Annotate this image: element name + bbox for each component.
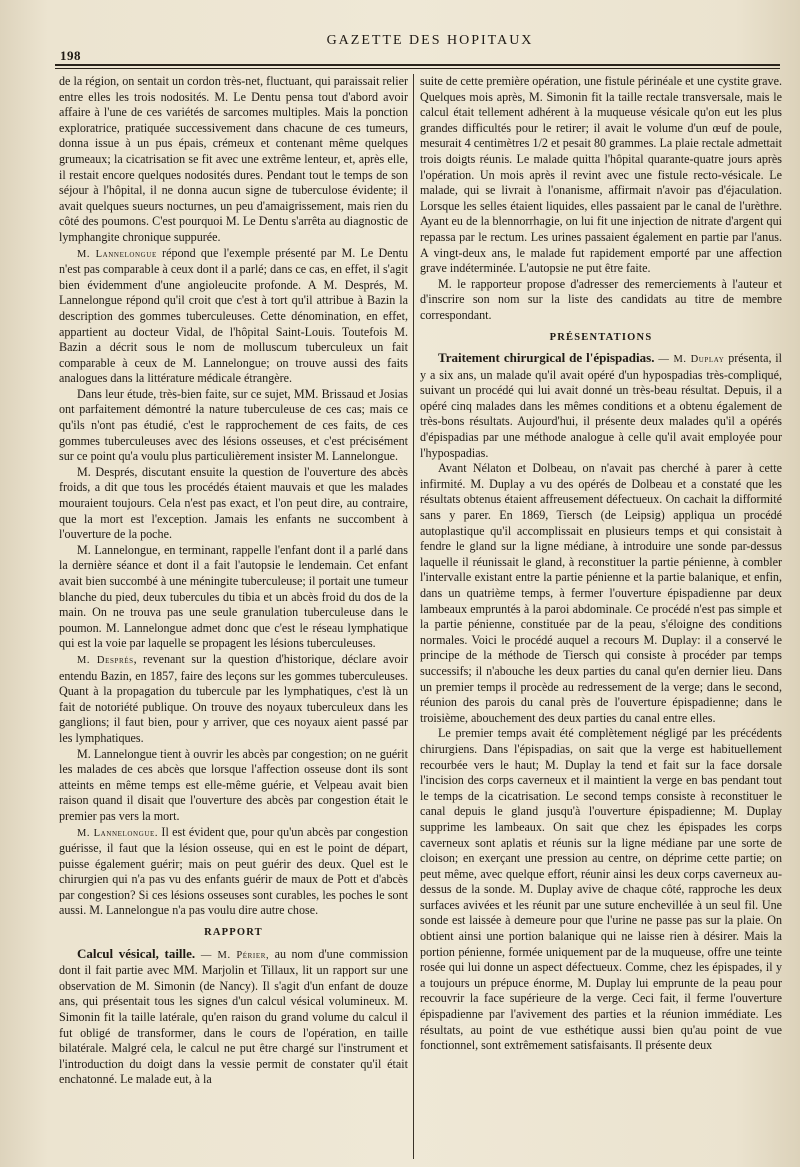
page-number: 198 <box>60 48 81 63</box>
paragraph: M. le rapporteur propose d'adresser des remerciements à l'auteur et d'inscrire son nom sur la liste des candidats au titre de membre correspondant. <box>420 276 782 322</box>
header-rule <box>55 64 780 66</box>
left-column <box>59 74 408 1164</box>
paragraph: suite de cette première opération, une fistule périnéale et une cystite grave. Quelques mois après, M. Simonin fit la taille rectale transversale, mais le calcul était tellement adhérent à la muqueuse vésicale qu'on eut les plus grandes difficultés pour le retirer; il avait le volume d'un œuf de poule, mesurait 4 centimètres 1/2 et pesait 80 grammes. La plaie rectale admettait trois doigts réunis. Le malade quitta l'hôpital quarante-quatre jours après l'opération. Un mois après il revint avec une fistule recto-vésicale. Le malade, qui se livrait à l'onanisme, affirmait n'avoir pas d'éjaculation. Lorsque les selles étaient liquides, elles passaient par le canal de l'urèthre. Ayant eu de la blennorrhagie, on lui fit une injection de nitrate d'argent qui repassa par le rectum. Les urines passaient également en partie par l'anus. A vingt-deux ans, le malade fut rapidement emporté par une affection grave indéterminée. L'autopsie ne put être faite. <box>420 74 782 276</box>
paragraph: Dans leur étude, très-bien faite, sur ce sujet, MM. Brissaud et Josias ont parfaitement démontré la nature tuberculeuse de ces cas; mais ce qu'ils n'ont pas étudié, c'est le rapprochement de ces faits, de ces gommes tuberculeuses avec des lésions osseuses, et c'est précisément sur ce point qu'a voulu plus particulièrement insister M. Lannelongue. <box>59 386 408 464</box>
running-head: GAZETTE DES HOPITAUX <box>326 33 534 48</box>
paragraph-text: , revenant sur la question d'historique, déclare avoir entendu Bazin, en 1857, faire des leçons sur les gommes tuberculeuses. Quant à la propagation du tubercule par les lymphatiques, c'est là un fait de notoriété publique. On trouve des noyaux tuberculeux dans les ganglions; il faut bien, pour y arriver, que ces noyaux aient passé par les lymphatiques. <box>59 651 408 745</box>
speaker-name: — M. Duplay <box>654 354 725 366</box>
paragraph-text: présenta, il y a six ans, un malade qu'il avait opéré d'un hypospadias très-compliqué, suivant un procédé qui lui avait donné un très-beau résultat. Depuis, il a opéré cinq malades dans les mêmes conditions et a obtenu également de très-bons résultats. Aujourd'hui, il présente deux malades qu'il a opérés d'épispadias par une méthode analogue à celle qu'il avait employée pour l'hypospadias. <box>420 351 782 460</box>
speaker-name: M. Després <box>77 654 134 666</box>
article-title: Calcul vésical, taille. <box>77 945 196 961</box>
paragraph <box>59 825 408 920</box>
paragraph <box>59 946 408 1088</box>
paragraph-text: répond que l'exemple présenté par M. Le Dentu n'est pas comparable à ceux dont il a parlé; dans ce cas, en effet, il s'agit bien évidemment d'une angioleucite profonde. A M. Després, M. Lannelongue répond qu'il croit que c'est à tort qu'il attribue à Bazin la description des gommes tuberculeuses. Cette dénomination, en effet, appartient au docteur Vidal, de l'hôpital Saint-Louis. Toutefois M. Bazin a décrit sous le nom de molluscum tuberculeux un fait comparable à ceux de M. Lannelongue; on trouve aussi des faits analogues dans la littérature médicale étrangère. <box>59 245 408 386</box>
article-title: Traitement chirurgical de l'épispadias. <box>438 350 655 366</box>
paragraph: Avant Nélaton et Dolbeau, on n'avait pas cherché à parer à cette infirmité. M. Duplay a vu des opérés de Dolbeau et a constaté que les résultats obtenus étaient affreusement défectueux. On cachait la difformité sans y parer. En 1869, Tiersch (de Leipsig) appliqua un procédé autoplastique qu'il accomplissait en plusieurs temps et qui consistait à fendre le gland sur la ligne médiane, à introduire une sonde par-dessus laquelle il réunissait le gland, à reconstituer la partie pénienne, à combler l'intervalle existant entre la partie pénienne et la partie balanique, et enfin, dans un quatrième temps, à fermer l'ouverture épispadienne par deux lambeaux empruntés à la paroi abdominale. Ce procédé n'est pas simple et la partie pénienne, constituée par de la peau, s'éloigne des conditions normales. Voici le procédé auquel a recours M. Duplay: il a conservé le principe de la méthode de Tiersch qui consiste à procéder par temps successifs; il n'abouche les deux parties du canal qu'en dernier lieu. Dans un premier temps il procède au redressement de la verge; dans le second, réunion des parois du canal près de l'ouverture épispadienne; dans le troisième, abouchement des deux parties du canal entre elles. <box>420 461 782 725</box>
paragraph <box>420 350 782 461</box>
header-rule-thin <box>55 68 780 69</box>
speaker-name: M. Lannelongue. <box>77 827 159 839</box>
section-heading-presentations: PRÉSENTATIONS <box>549 331 653 343</box>
section-heading-rapport: RAPPORT <box>204 927 263 939</box>
right-column <box>420 74 782 1164</box>
column-divider <box>413 74 414 1159</box>
paragraph <box>59 246 408 387</box>
paragraph: de la région, on sentait un cordon très-net, fluctuant, qui paraissait relier entre elles les trois nodosités. M. Le Dentu pensa tout d'abord avoir affaire à l'une de ces variétés de sarcomes multiples. Mais la ponction exploratrice, pratiquée successivement dans chacune de ces tumeurs, donna issue à un pus épais, crémeux et contenant même quelques grumeaux; la cicatrisation se fit avec une extrême lenteur, et, après elle, il restait encore quelques nodosités dures. Pendant tout le temps de son séjour à l'hôpital, il ne donna aucun signe de tuberculose évidente; il avait quelques sueurs nocturnes, un peu d'amaigrissement, mais rien du côté des poumons. C'est pourquoi M. Le Dentu s'arrêta au diagnostic de lymphangite chronique suppurée. <box>59 74 408 244</box>
paragraph-text: au nom d'une commission dont il fait partie avec MM. Marjolin et Tillaux, lit un rapport sur une observation de M. Simonin (de Nancy). Il s'agit d'un enfant de douze ans, qui présentait tous les signes d'un calcul vésical volumineux. M. Simonin fit la taille latérale, qu'en raison du grand volume du calcul il fut obligé de transformer, dans le cours de l'opération, en taille bilatérale. Malgré cela, le calcul ne put être chargé sur l'instrument et l'introduction du doigt dans la vessie permit de constater qu'il était enchatonné. Le malade eut, à la <box>59 946 408 1087</box>
speaker-name: M. Lannelongue <box>77 248 157 260</box>
paragraph: M. Lannelongue tient à ouvrir les abcès par congestion; on ne guérit les malades de ces abcès que lorsque l'affection osseuse dont ils sont atteints en même temps est elle-même guérie, et Velpeau avait bien raison quand il disait que l'ouverture des abcès par congestion était le premier pas vers la mort. <box>59 746 408 823</box>
paragraph <box>59 652 408 747</box>
paragraph: Le premier temps avait été complètement négligé par les précédents chirurgiens. Dans l'épispadias, on sait que la verge est habituellement recourbée vers le haut; M. Duplay la tend et fait sur la face dorsale l'incision des corps caverneux et il maintient la verge en bas pendant tout le temps de la cicatrisation. Le second temps consiste à reconstituer le canal depuis le gland jusqu'à l'ouverture épispadienne; M. Duplay supprime les lambeaux. On sait que chez les épispades les corps caverneux sont aplatis et réunis sur la ligne médiane par une sorte de cloison; en exerçant une pression au centre, on déprime cette partie; on peut même, avec quelque effort, réunir ainsi les deux corps caverneux au-dessus de la sonde. M. Duplay avive de chaque côté, rapproche les deux surfaces avivées et les réunit par une suture enchevillée à un seul fil. Une sonde est laissée à demeure pour que l'urine ne passe pas sur la plaie. On obtient ainsi une portion balanique qui ne laisse rien à désirer. Mais la portion pénienne, formée uniquement par de la muqueuse, offre une teinte rosée qui lui donne un aspect défectueux. Comme, chez les épispades, il y a toujours un prépuce énorme, M. Duplay lui emprunte de la peau pour recouvrir la face supérieure de la verge. Ceci fait, il ferme l'ouverture épispadienne par l'avivement des parties et la réunion immédiate. Les résultats, au point de vue esthétique aussi bien qu'au point de vue fonctionnel, sont extrêmement satisfaisants. Il présente deux <box>420 726 782 1053</box>
speaker-name: — M. Périer, <box>195 949 270 961</box>
paragraph: M. Lannelongue, en terminant, rappelle l'enfant dont il a parlé dans la dernière séance et dont il a fait l'autopsie le lendemain. Cet enfant avait bien succombé à une méningite tuberculeuse; il portait une tumeur blanche du pied, deux tubercules du tibia et un abcès froid du dos de la main. On ne trouva pas une seule granulation tuberculeuse dans le poumon. M. Lannelongue admet donc que c'est le réseau lymphatique qui est la voie par laquelle se propagent les lésions tuberculeuses. <box>59 542 408 651</box>
paragraph: M. Després, discutant ensuite la question de l'ouverture des abcès froids, a dit que tous les procédés étaient mauvais et que les malades mouraient toujours. Cela n'est pas exact, et l'on peut dire, au contraire, que la mort est l'exception. Jamais les enfants ne succombent à l'ouverture de la poche. <box>59 464 408 542</box>
paragraph-text: Il est évident que, pour qu'un abcès par congestion guérisse, il faut que la lésion osseuse, qui en est le point de départ, puisse également guérir; mais on peut guérir des deux. Quel est le chirurgien qui n'a pas vu des enfants guérir de maux de Pott et d'abcès par congestion? Si ces lésions osseuses sont curables, les poches le sont aussi. M. Lannelongue n'a pas voulu dire autre chose. <box>59 824 408 918</box>
